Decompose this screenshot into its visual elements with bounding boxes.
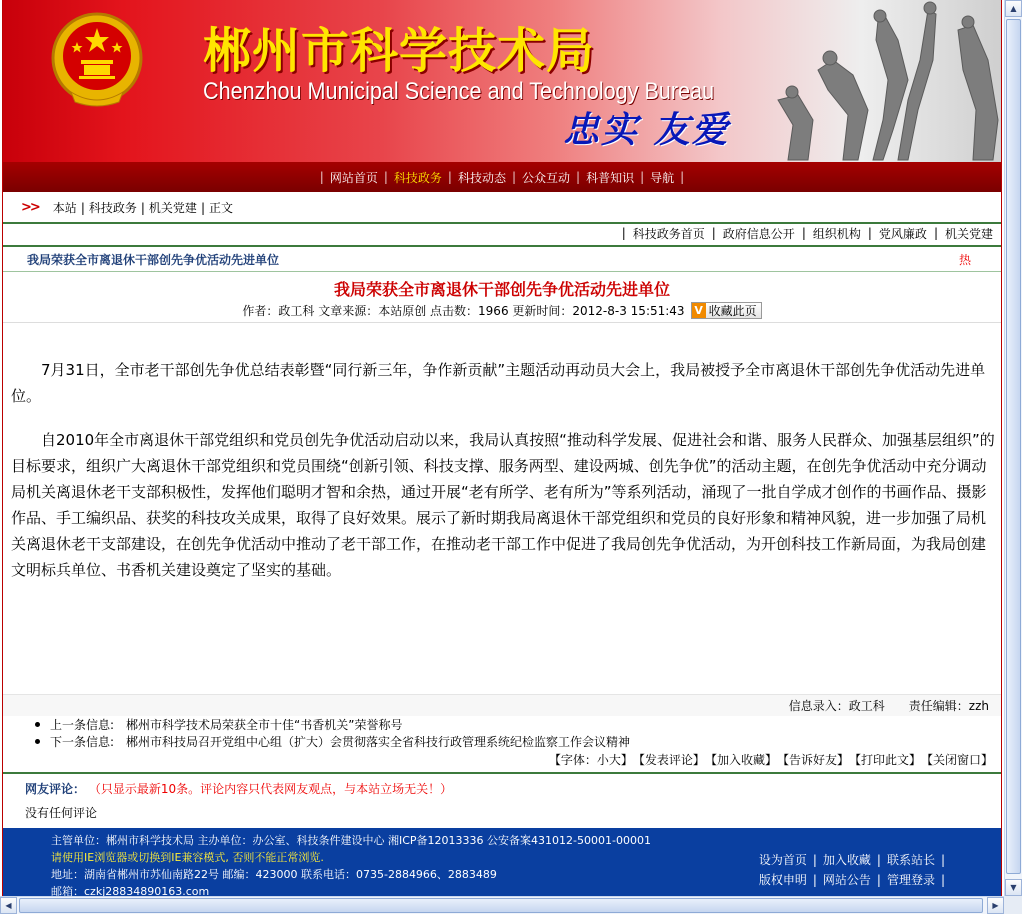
subnav-item[interactable]: 政府信息公开	[722, 226, 795, 241]
footer-address: 地址：湖南省郴州市苏仙南路22号 邮编：423000 联系电话：0735-2884966、2883489	[51, 868, 497, 881]
footer-browser-note: 请使用IE浏览器或切换到IE兼容模式, 否则不能正常浏览.	[51, 851, 324, 864]
breadcrumb-separator: |	[200, 200, 205, 215]
add-favorite-link[interactable]: 【加入收藏】	[704, 752, 777, 767]
nav-separator: |	[447, 170, 452, 184]
tell-friend-link[interactable]: 【告诉好友】	[776, 752, 849, 767]
editor: 责任编辑：zzh	[908, 699, 989, 713]
breadcrumb-item[interactable]: 本站	[52, 200, 77, 215]
nav-item[interactable]: 科技政务	[393, 170, 442, 185]
font-size-label: 【字体：	[548, 752, 597, 767]
font-small-link[interactable]: 小	[596, 752, 609, 767]
footer-separator: |	[876, 853, 881, 867]
hot-badge: 热	[958, 252, 971, 267]
footer-email: 邮箱：czkj28834890163.com	[51, 885, 210, 896]
breadcrumb-item: 正文	[208, 200, 233, 215]
nav-separator: |	[680, 170, 685, 184]
vertical-scrollbar[interactable]	[1004, 0, 1022, 896]
breadcrumb	[3, 192, 1001, 222]
nav-separator: |	[576, 170, 581, 184]
article	[3, 271, 1001, 768]
subnav-separator: |	[933, 226, 938, 240]
subnav-item[interactable]: 科技政务首页	[632, 226, 705, 241]
footer-links-row	[759, 850, 951, 870]
breadcrumb-items	[53, 199, 233, 216]
font-large-link[interactable]: 大】	[608, 752, 633, 767]
article-credits	[3, 694, 1001, 716]
footer-sponsor: 主管单位：郴州市科学技术局 主办单位：办公室、科技条件建设中心 湘ICP备12013336 公安备案431012-50001-00001	[51, 834, 651, 847]
next-label: 下一条信息:	[50, 735, 115, 749]
footer-info	[51, 832, 651, 896]
footer-separator: |	[876, 873, 881, 887]
article-title: 我局荣获全市离退休干部创先争优活动先进单位	[333, 280, 670, 299]
article-meta	[3, 300, 1001, 320]
site-footer	[3, 828, 1001, 896]
nav-separator: |	[511, 170, 517, 184]
page-container	[2, 0, 1002, 896]
comments-heading: 网友评论：	[25, 782, 86, 796]
next-item	[35, 733, 1001, 750]
article-meta-text: 作者：政工科 文章来源：本站原创 点击数：1966 更新时间：2012-8-3 15:51:43	[242, 303, 685, 318]
site-banner	[3, 0, 1001, 162]
article-paragraph: 7月31日，全市老干部创先争优总结表彰暨“同行新三年，争作新贡献”主题活动再动员大会上，我局被授予全市离退休干部创先争优活动先进单位。	[11, 361, 986, 405]
site-subtitle: Chenzhou Municipal Science and Technology Bureau	[203, 78, 715, 105]
subnav-separator: |	[621, 226, 626, 240]
info-entry: 信息录入：政工科	[788, 699, 885, 713]
main-navigation	[3, 162, 1001, 192]
site-slogan: 忠实 友爱	[563, 110, 730, 151]
breadcrumb-item[interactable]: 科技政务	[88, 200, 137, 215]
subnav-separator: |	[801, 226, 806, 240]
subnav-item[interactable]: 组织机构	[812, 226, 861, 241]
nav-item[interactable]: 网站首页	[329, 170, 378, 185]
nav-separator: |	[640, 170, 645, 184]
nav-item[interactable]: 科技动态	[457, 170, 506, 185]
prev-item	[35, 716, 1001, 733]
bookmark-icon: V	[692, 303, 706, 318]
prev-link[interactable]: 郴州市科学技术局荣获全市十佳“书香机关”荣誉称号	[126, 718, 403, 732]
article-title-strip	[3, 245, 1001, 271]
strip-title: 我局荣获全市离退休干部创先争优活动先进单位	[27, 252, 280, 267]
horizontal-scroll-thumb[interactable]	[19, 898, 983, 913]
subnav-item[interactable]: 机关党建	[944, 226, 993, 241]
next-link[interactable]: 郴州市科技局召开党组中心组（扩大）会贯彻落实全省科技行政管理系统纪检监察工作会议精神	[126, 735, 631, 749]
comments-section	[3, 772, 1001, 828]
footer-link[interactable]: 联系站长	[886, 853, 935, 867]
nav-item[interactable]: 科普知识	[586, 170, 635, 185]
national-emblem-icon	[51, 10, 143, 110]
bookmark-label: 收藏此页	[708, 303, 757, 318]
post-comment-link[interactable]: 【发表评论】	[632, 752, 705, 767]
close-window-link[interactable]: 【关闭窗口】	[920, 752, 993, 767]
footer-link[interactable]: 加入收藏	[822, 853, 871, 867]
footer-link[interactable]: 网站公告	[822, 873, 871, 887]
scroll-corner	[1004, 896, 1022, 914]
subnav-item[interactable]: 党风廉政	[878, 226, 927, 241]
footer-link[interactable]: 版权申明	[758, 873, 807, 887]
footer-link[interactable]: 设为首页	[758, 853, 807, 867]
nav-item[interactable]: 公众互动	[522, 170, 571, 185]
breadcrumb-separator: |	[80, 200, 85, 215]
nav-separator: |	[319, 170, 324, 184]
comments-note: （只显示最新10条。评论内容只代表网友观点，与本站立场无关！）	[88, 782, 453, 796]
breadcrumb-separator: |	[140, 200, 145, 215]
scroll-left-icon[interactable]: ◀	[0, 897, 17, 914]
footer-separator: |	[812, 853, 817, 867]
subnav-separator: |	[867, 226, 872, 240]
horizontal-scrollbar[interactable]	[0, 896, 1004, 914]
bookmark-button[interactable]	[691, 302, 762, 319]
prev-next-list	[3, 716, 1001, 750]
prev-label: 上一条信息:	[50, 718, 115, 732]
sculpture-image	[758, 0, 1001, 162]
footer-separator: |	[940, 873, 945, 887]
site-title: 郴州市科学技术局	[203, 23, 596, 79]
article-tools	[3, 750, 1001, 768]
scroll-down-icon[interactable]: ▼	[1005, 879, 1022, 896]
section-subnav	[3, 222, 1001, 242]
scroll-right-icon[interactable]: ▶	[987, 897, 1004, 914]
footer-separator: |	[940, 853, 945, 867]
footer-separator: |	[812, 873, 817, 887]
scroll-up-icon[interactable]: ▲	[1005, 0, 1022, 17]
footer-link[interactable]: 管理登录	[886, 873, 935, 887]
footer-links-row	[759, 870, 951, 890]
breadcrumb-item[interactable]: 机关党建	[148, 200, 197, 215]
vertical-scroll-thumb[interactable]	[1006, 19, 1021, 874]
article-body	[3, 322, 1001, 694]
article-paragraph: 自2010年全市离退休干部党组织和党员创先争优活动启动以来，我局认真按照“推动科学发展、促进社会和谐、服务人民群众、加强基层组织”的目标要求，组织广大离退休干部党组织和党员围绕“创新引领、科技支撑、服务两型、建设两城、创先争优”的活动主题，在创先争优活动中充分调动局机关离退休老干支部积极性，发挥他们聪明才智和余热，通过开展“老有所学、老有所为”等系列活动，涌现了一批自学成才创作的书画作品、摄影作品、手工编织品、获奖的科技攻关成果，取得了良好效果。展示了新时期我局离退休干部党组织和党员的良好形象和精神风貌，进一步加强了局机关离退休老干支部建设，在创先争优活动中推动了老干部工作，在推动老干部工作中促进了我局创先争优活动，为开创科技工作新局面，为我局创建文明标兵单位、书香机关建设奠定了坚实的基础。	[11, 431, 995, 579]
subnav-separator: |	[711, 226, 716, 240]
print-link[interactable]: 【打印此文】	[848, 752, 921, 767]
nav-item[interactable]: 导航	[650, 170, 675, 185]
double-chevron-right-icon: >>	[21, 199, 39, 215]
comments-empty: 没有任何评论	[25, 806, 98, 820]
footer-links	[759, 850, 951, 890]
nav-separator: |	[383, 170, 388, 184]
